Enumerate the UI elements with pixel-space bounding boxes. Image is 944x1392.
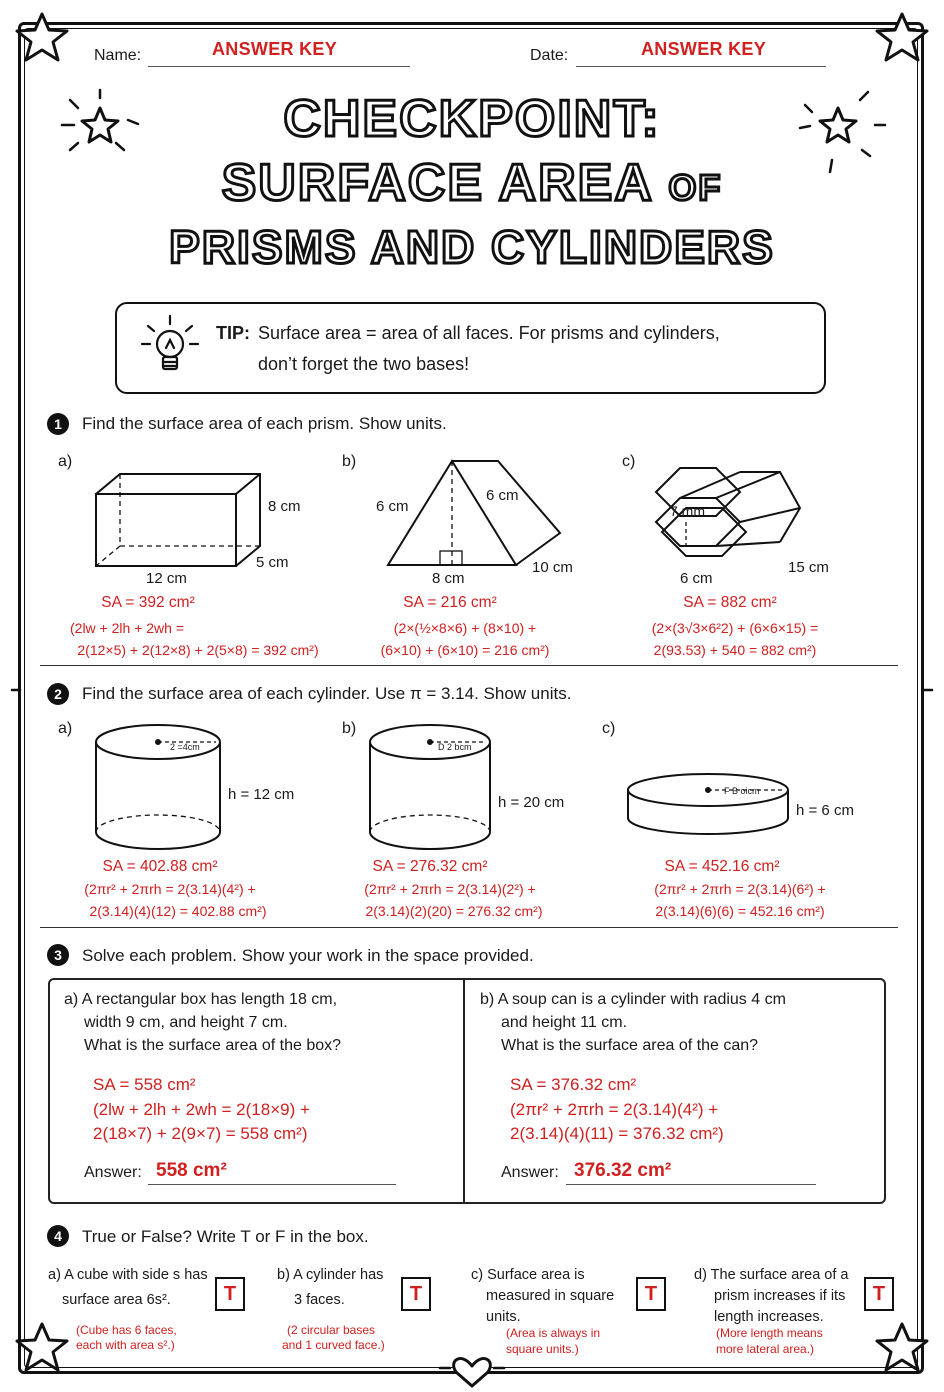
q2c-sa: SA = 452.16 cm² (664, 858, 780, 875)
q1c-label: c) (622, 453, 636, 470)
q3a-answer-label: Answer: (84, 1164, 142, 1181)
q3b-line-2: and height 11 cm. (501, 1014, 628, 1031)
question-4-number: 4 (47, 1225, 69, 1247)
tip-line-2: don’t forget the two bases! (258, 354, 470, 374)
title-line-1: CHECKPOINT: (283, 90, 661, 148)
cylinder-b-figure (366, 722, 496, 852)
date-label: Date: (530, 47, 569, 64)
q3a-answer: 558 cm² (156, 1160, 227, 1181)
question-1-prompt: Find the surface area of each prism. Show units. (82, 414, 447, 433)
q3a-work-1: SA = 558 cm² (93, 1075, 196, 1094)
q2a-label: a) (58, 720, 73, 737)
q3b-work-3: 2(3.14)(4)(11) = 376.32 cm²) (510, 1124, 724, 1143)
q2c-radius: F B oicm (724, 786, 760, 796)
question-2-prompt: Find the surface area of each cylinder. Use π = 3.14. Show units. (82, 684, 572, 703)
q3a-line-2: width 9 cm, and height 7 cm. (84, 1014, 288, 1031)
q3a-line-3: What is the surface area of the box? (84, 1037, 342, 1054)
q1b-base: 8 cm (432, 570, 465, 587)
lightbulb-icon (140, 312, 200, 384)
q4d-text-3: length increases. (714, 1309, 824, 1325)
q3a-answer-line (148, 1184, 396, 1185)
question-1-number: 1 (47, 413, 69, 435)
tip-label: TIP: (216, 323, 250, 343)
q4c-text-3: units. (486, 1309, 521, 1325)
q3b-answer-line (566, 1184, 816, 1185)
q2a-radius: 2 =4cm (170, 742, 200, 752)
q2c-work-2: 2(3.14)(6)(6) = 452.16 cm²) (655, 903, 825, 919)
q2b-label: b) (342, 720, 357, 737)
q2a-work-2: 2(3.14)(4)(12) = 402.88 cm²) (89, 903, 267, 919)
q2a-sa: SA = 402.88 cm² (102, 858, 218, 875)
q1b-side: 6 cm (376, 498, 409, 515)
q4a-text-2: surface area 6s². (62, 1292, 171, 1308)
q1c-sa: SA = 882 cm² (683, 594, 777, 611)
q4b-note-2: and 1 curved face.) (282, 1338, 385, 1352)
cylinder-c-figure (626, 770, 796, 840)
q1a-length: 12 cm (146, 570, 187, 587)
q1b-label: b) (342, 453, 357, 470)
q3a-work-3: 2(18×7) + 2(9×7) = 558 cm²) (93, 1124, 308, 1143)
q4a-text-1: a) A cube with side s has (48, 1267, 208, 1283)
q4c-text-1: c) Surface area is (471, 1267, 585, 1283)
q2b-sa: SA = 276.32 cm² (372, 858, 488, 875)
q4a-note-2: each with area s².) (76, 1338, 175, 1352)
q3b-line-1: b) A soup can is a cylinder with radius 4 cm (480, 991, 786, 1008)
q2b-radius: D 2 bcm (438, 742, 472, 752)
cylinder-a-figure (92, 722, 226, 852)
q2b-height: h = 20 cm (498, 794, 565, 811)
question-2-number: 2 (47, 683, 69, 705)
title-line-2-of: OF (668, 167, 723, 208)
tip-line-1: Surface area = area of all faces. For prisms and cylinders, (258, 323, 720, 343)
q4a-answer-box[interactable]: T (215, 1277, 245, 1311)
q1a-label: a) (58, 453, 73, 470)
q2a-height: h = 12 cm (228, 786, 295, 803)
q4c-answer-box[interactable]: T (636, 1277, 666, 1311)
q1a-width: 5 cm (256, 554, 289, 571)
q2c-height: h = 6 cm (796, 802, 854, 819)
q4b-text-2: 3 faces. (294, 1292, 345, 1308)
q1c-work-1: (2×(3√3×6²2) + (6×6×15) = (651, 620, 819, 636)
name-label: Name: (94, 47, 142, 64)
problems-divider (463, 978, 465, 1204)
q4c-note-1: (Area is always in (506, 1326, 601, 1340)
q1a-height: 8 cm (268, 498, 301, 515)
q3b-work-2: (2πr² + 2πrh = 2(3.14)(4²) + (510, 1100, 719, 1119)
q4d-text-1: d) The surface area of a (694, 1267, 849, 1283)
section-divider (40, 665, 898, 666)
title-line-3: PRISMS AND CYLINDERS (169, 221, 775, 273)
q2b-work-1: (2πr² + 2πrh = 2(3.14)(2²) + (364, 881, 536, 897)
q2c-work-1: (2πr² + 2πrh = 2(3.14)(6²) + (654, 881, 826, 897)
q1a-work-1: (2lw + 2lh + 2wh = (70, 620, 185, 636)
q1b-sa: SA = 216 cm² (403, 594, 497, 611)
q1b-work-1: (2×(½×8×6) + (8×10) + (393, 620, 537, 636)
title-line-2-main: SURFACE AREA (221, 154, 652, 212)
title-line-2 (150, 152, 794, 219)
triangular-prism-figure (380, 455, 570, 575)
q1a-work-2: 2(12×5) + 2(12×8) + 2(5×8) = 392 cm²) (77, 642, 319, 658)
q1b-side-2: 6 cm (486, 487, 519, 504)
q4b-answer-box[interactable]: T (401, 1277, 431, 1311)
q3b-answer-label: Answer: (501, 1164, 559, 1181)
q4a-note-1: (Cube has 6 faces, (76, 1323, 177, 1337)
q3b-work-1: SA = 376.32 cm² (510, 1075, 637, 1094)
q4d-answer-box[interactable]: T (864, 1277, 894, 1311)
tip-box (115, 302, 826, 394)
q2b-work-2: 2(3.14)(2)(20) = 276.32 cm²) (365, 903, 543, 919)
date-value: ANSWER KEY (641, 39, 767, 59)
q2c-label: c) (602, 720, 616, 737)
rectangular-prism-figure (90, 470, 270, 570)
question-3-prompt: Solve each problem. Show your work in the space provided. (82, 946, 534, 965)
q2a-work-1: (2πr² + 2πrh = 2(3.14)(4²) + (84, 881, 256, 897)
question-4-prompt: True or False? Write T or F in the box. (82, 1227, 369, 1246)
section-divider (40, 927, 898, 928)
q1c-work-2: 2(93.53) + 540 = 882 cm²) (653, 642, 817, 658)
q4d-note-2: more lateral area.) (716, 1342, 815, 1356)
q4d-text-2: prism increases if its (714, 1288, 846, 1304)
q1c-apothem: 7 mm (670, 503, 705, 519)
q1b-work-2: (6×10) + (6×10) = 216 cm²) (380, 642, 550, 658)
q3b-line-3: What is the surface area of the can? (501, 1037, 759, 1054)
q1c-length: 15 cm (788, 559, 829, 576)
q3b-answer: 376.32 cm² (574, 1160, 672, 1181)
question-3-number: 3 (47, 944, 69, 966)
q1b-length: 10 cm (532, 559, 573, 576)
q4c-text-2: measured in square (486, 1288, 615, 1304)
q3a-line-1: a) A rectangular box has length 18 cm, (64, 991, 338, 1008)
q4c-note-2: square units.) (506, 1342, 579, 1356)
q4b-text-1: b) A cylinder has (277, 1267, 384, 1283)
q3a-work-2: (2lw + 2lh + 2wh = 2(18×9) + (93, 1100, 310, 1119)
name-line (148, 66, 410, 67)
q4d-note-1: (More length means (716, 1326, 823, 1340)
q4b-note-1: (2 circular bases (287, 1323, 376, 1337)
name-value: ANSWER KEY (212, 39, 338, 59)
q1c-side: 6 cm (680, 570, 713, 587)
date-line (576, 66, 826, 67)
q1a-sa: SA = 392 cm² (101, 594, 195, 611)
